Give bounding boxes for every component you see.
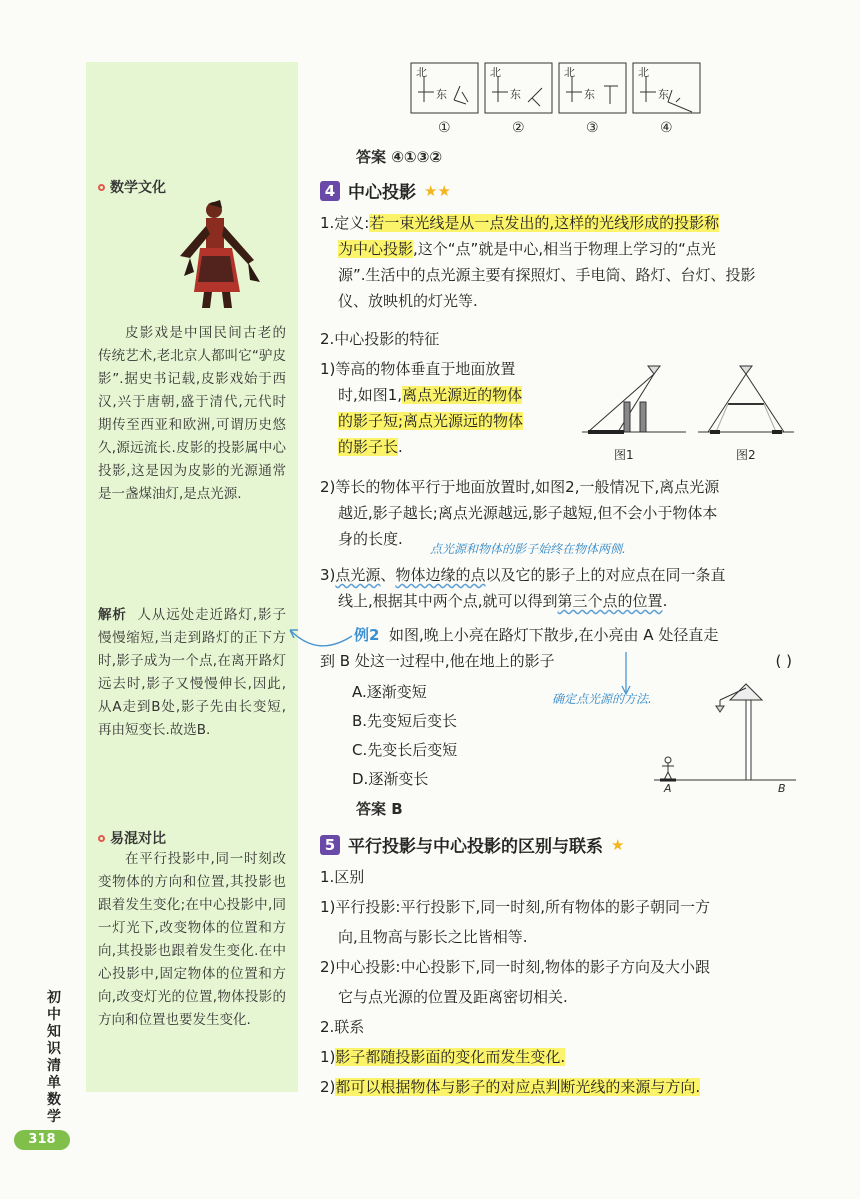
analysis-text: 人从远处走近路灯,影子慢慢缩短,当走到路灯的正下方时,影子成为一个点,在离开路灯远去时,影子又慢慢伸长,因此,从A走到B处,影子先由长变短,再由短变长.故选B. xyxy=(98,607,286,738)
section-4-heading xyxy=(320,178,451,203)
def-rest-3: 仪、放映机的灯光等. xyxy=(338,292,478,310)
def-rest-2: 源”.生活中的点光源主要有探照灯、手电筒、路灯、台灯、投影 xyxy=(338,266,756,284)
f3-wavy-2: 物体边缘的点 xyxy=(395,566,486,584)
definition-line-2 xyxy=(320,236,800,262)
relation-1-highlight: 影子都随投影面的变化而发生变化. xyxy=(335,1048,566,1066)
culture-text: 皮影戏是中国民间古老的传统艺术,老北京人都叫它“驴皮影”.据史书记载,皮影戏始于西汉,兴于唐朝,盛于清代,元代时期传至西亚和欧洲,可谓历史悠久,源远流长.皮影的投影属中心投影,这是因为皮影的光源通常是一盏煤油灯,是点光源. xyxy=(98,325,286,502)
options-list xyxy=(352,678,457,794)
feature-1-line-3 xyxy=(320,408,580,434)
feature-2-line-1: 2)等长的物体平行于地面放置时,如图2,一般情况下,离点光源 xyxy=(320,478,720,496)
feature-1 xyxy=(320,356,580,460)
direction-figures xyxy=(410,62,702,114)
east-label-3: 东 xyxy=(584,88,595,101)
example-line-2 xyxy=(320,648,800,674)
feature-2-line-2: 越近,影子越长;离点光源越远,影子越短,但不会小于物体本 xyxy=(338,504,718,522)
f1-highlight-1: 离点光源近的物体 xyxy=(402,386,523,404)
north-label-2: 北 xyxy=(490,66,501,79)
f3-wavy-1: 点光源 xyxy=(335,566,381,584)
fig1-caption: 图1 xyxy=(614,448,634,462)
feature-3-line-2 xyxy=(320,588,800,614)
page-number: 318 xyxy=(14,1130,70,1150)
shadow-puppet-illustration xyxy=(150,196,270,316)
diff-1-line-1: 1)平行投影:平行投影下,同一时刻,所有物体的影子朝同一方 xyxy=(320,898,710,916)
east-label-2: 东 xyxy=(510,88,521,101)
def-prefix: 1.定义: xyxy=(320,214,370,232)
point-b-label: B xyxy=(778,782,786,795)
feature-1-line-4 xyxy=(320,434,580,460)
figure-label-4: ④ xyxy=(660,120,673,136)
definition-block xyxy=(320,210,800,314)
r1-prefix: 1) xyxy=(320,1048,336,1066)
f3-b1: 线上,根据其中两个点,就可以得到 xyxy=(338,592,558,610)
def-rest-1: ,这个“点”就是中心,相当于物理上学习的“点光 xyxy=(413,240,716,258)
f1-end: . xyxy=(398,438,403,456)
example-line-1 xyxy=(320,622,800,648)
figure-label-2: ② xyxy=(512,120,525,136)
f3-a3: 以及它的影子上的对应点在同一条直 xyxy=(485,566,726,584)
section-number: 5 xyxy=(320,835,340,855)
feature-1-line-1: 1)等高的物体垂直于地面放置 xyxy=(320,360,516,378)
culture-heading xyxy=(98,177,166,197)
r2-prefix: 2) xyxy=(320,1078,336,1096)
example-2 xyxy=(320,622,800,674)
figure-label-1: ① xyxy=(438,120,451,136)
f1-highlight-3: 的影子长 xyxy=(338,438,399,456)
feature-title: 2.中心投影的特征 xyxy=(320,330,440,348)
fig2-caption: 图2 xyxy=(736,448,756,462)
analysis-label: 解析 xyxy=(98,607,127,623)
example-text-2: 到 B 处这一过程中,他在地上的影子 xyxy=(320,652,555,670)
example-label: 例2 xyxy=(354,626,380,644)
f1-highlight-2: 的影子短;离点光源远的物体 xyxy=(338,412,524,430)
point-a-label: A xyxy=(664,782,672,795)
culture-title: 数学文化 xyxy=(110,180,166,196)
bullet-icon xyxy=(98,184,105,191)
north-label-1: 北 xyxy=(416,66,427,79)
book-vertical-label: 初中知识清单 数学 xyxy=(47,990,61,1125)
f3-a2: 、 xyxy=(380,566,396,584)
relation-2 xyxy=(320,1072,800,1102)
star-icon: ★★ xyxy=(424,181,451,200)
analysis-block xyxy=(98,604,286,742)
confuse-title: 易混对比 xyxy=(110,831,166,847)
relation-2-highlight: 都可以根据物体与影子的对应点判断光线的来源与方向. xyxy=(335,1078,701,1096)
section-5-body xyxy=(320,862,800,1102)
confuse-heading xyxy=(98,828,166,848)
diff-1-line-2: 向,且物高与影长之比皆相等. xyxy=(338,928,528,946)
f3-a1: 3) xyxy=(320,566,336,584)
east-label-4: 东 xyxy=(658,88,669,101)
f1-b: 时,如图1, xyxy=(338,386,403,404)
section-5-heading xyxy=(320,832,624,857)
east-label-1: 东 xyxy=(436,88,447,101)
def-highlight-1: 若一束光线是从一点发出的,这样的光线形成的投影称 xyxy=(369,214,720,232)
feature-2-line-3: 身的长度. xyxy=(338,530,403,548)
figure-label-3: ③ xyxy=(586,120,599,136)
option-a: A.逐渐变短 xyxy=(352,683,427,701)
diff-title: 1.区别 xyxy=(320,868,365,886)
f3-wavy-3: 第三个点的位置 xyxy=(557,592,663,610)
option-b: B.先变短后变长 xyxy=(352,712,458,730)
projection-figures xyxy=(578,356,798,440)
def-highlight-2: 为中心投影 xyxy=(338,240,414,258)
section-title: 中心投影 xyxy=(348,183,416,203)
option-d: D.逐渐变长 xyxy=(352,770,429,788)
star-icon: ★ xyxy=(611,835,625,854)
handwritten-note-1: 点光源和物体的影子始终在物体两侧. xyxy=(430,542,626,556)
north-label-3: 北 xyxy=(564,66,575,79)
definition-line-1 xyxy=(320,210,800,236)
section-number: 4 xyxy=(320,181,340,201)
bullet-icon xyxy=(98,835,105,842)
example-text-1: 如图,晚上小亮在路灯下散步,在小亮由 A 处径直走 xyxy=(388,626,719,644)
section-title: 平行投影与中心投影的区别与联系 xyxy=(348,837,603,857)
f3-b2: . xyxy=(662,592,668,610)
feature-3-line-1 xyxy=(320,562,800,588)
diff-2-line-2: 它与点光源的位置及距离密切相关. xyxy=(338,988,568,1006)
answer-2: 答案 B xyxy=(356,800,403,818)
option-c: C.先变长后变短 xyxy=(352,741,458,759)
confuse-text: 在平行投影中,同一时刻改变物体的方向和位置,其投影也跟着发生变化;在中心投影中,同一灯光下,改变物体的位置和方向,其投影也跟着发生变化.在中心投影中,固定物体的位置和方向,改变灯光的位置,物体投影的方向和位置也要发生变化. xyxy=(98,851,286,1028)
relation-title: 2.联系 xyxy=(320,1018,365,1036)
feature-1-line-2 xyxy=(320,382,580,408)
answer-1: 答案 ④①③② xyxy=(356,148,443,166)
street-lamp-figure xyxy=(650,680,800,790)
north-label-4: 北 xyxy=(638,66,649,79)
diff-2-line-1: 2)中心投影:中心投影下,同一时刻,物体的影子方向及大小跟 xyxy=(320,958,710,976)
answer-blank: ( ) xyxy=(775,652,792,670)
relation-1 xyxy=(320,1042,800,1072)
handwritten-note-2: 确定点光源的方法. xyxy=(552,692,652,706)
feature-3 xyxy=(320,562,800,614)
